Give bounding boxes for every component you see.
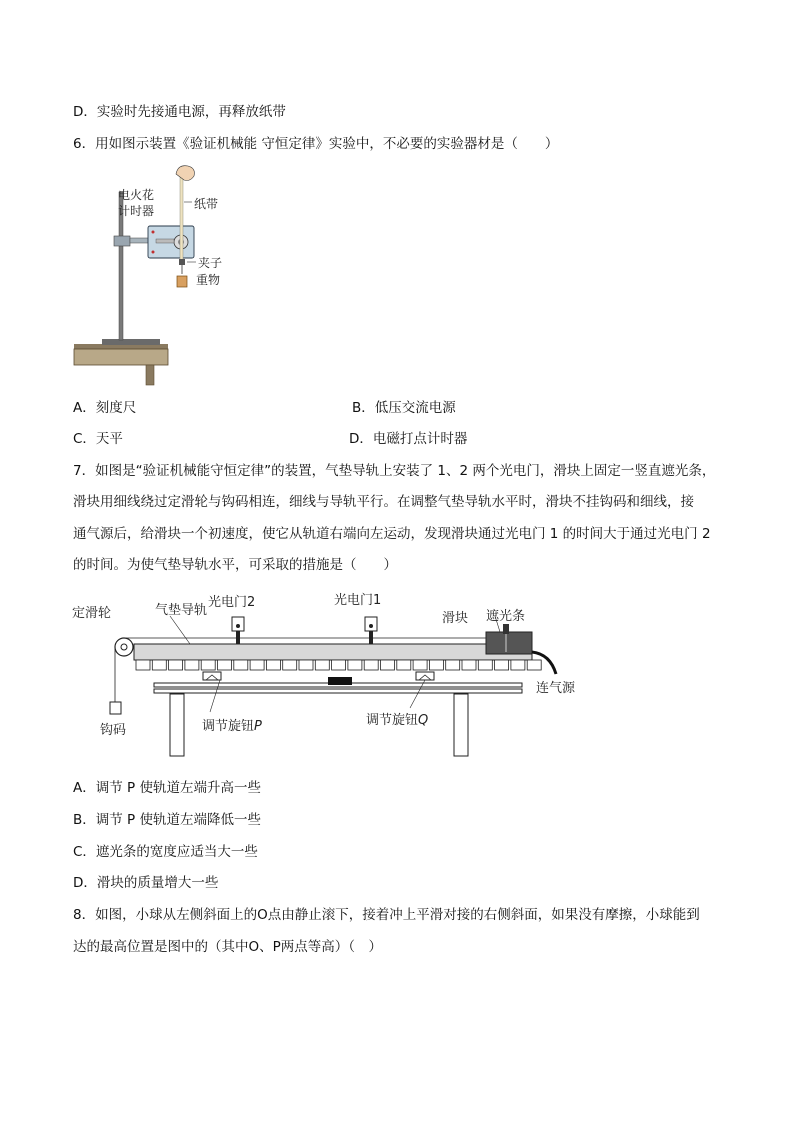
table-leg-right xyxy=(454,694,468,756)
hook-weight xyxy=(110,702,121,714)
track-tooth xyxy=(218,660,232,670)
label-timer-2: 计时器 xyxy=(118,204,155,218)
stand-clamp xyxy=(114,236,130,246)
center-block xyxy=(328,677,352,685)
track-tooth xyxy=(315,660,329,670)
q7-option-d: D．滑块的质量增大一些 xyxy=(73,875,219,891)
track-tooth xyxy=(250,660,264,670)
track-tooth xyxy=(234,660,248,670)
paper-tape xyxy=(180,172,183,264)
label-timer-1: 电火花 xyxy=(118,188,155,202)
table-leg-left xyxy=(170,694,184,756)
track-tooth xyxy=(527,660,541,670)
knob-p xyxy=(203,672,221,680)
label-knob-p: 调节旋钮P xyxy=(202,719,262,734)
q7-stem-line4: 的时间。为使气垫导轨水平，可采取的措施是（ ） xyxy=(73,557,397,573)
q7-option-b: B．调节 P 使轨道左端降低一些 xyxy=(73,812,261,828)
q7-stem-line1: 7．如图是“验证机械能守恒定律”的装置，气垫导轨上安装了 1、2 两个光电门，滑块上固定一竖直遮光条， xyxy=(73,463,716,479)
track-tooth xyxy=(478,660,492,670)
track-tooth xyxy=(381,660,395,670)
label-knob-q: 调节旋钮Q xyxy=(366,713,429,728)
q6-option-c: C．天平 xyxy=(73,431,123,447)
label-air: 连气源 xyxy=(536,681,576,696)
track-tooth xyxy=(495,660,509,670)
q8-stem-line1: 8．如图，小球从左侧斜面上的O点由静止滚下，接着冲上平滑对接的右侧斜面，如果没有摩擦，小球能到 xyxy=(73,907,700,923)
shading-strip xyxy=(503,624,509,634)
label-gate-2: 光电门2 xyxy=(208,595,256,610)
track-tooth xyxy=(429,660,443,670)
track-tooth xyxy=(364,660,378,670)
label-weight: 重物 xyxy=(196,273,221,287)
track-tooth xyxy=(462,660,476,670)
clip xyxy=(179,259,185,265)
track-tooth xyxy=(299,660,313,670)
track-tooth xyxy=(446,660,460,670)
track-tooth xyxy=(413,660,427,670)
track-tooth xyxy=(511,660,525,670)
label-track: 气垫导轨 xyxy=(155,603,208,618)
weight xyxy=(177,276,187,287)
hand xyxy=(176,166,194,181)
q7-stem-line2: 滑块用细线绕过定滑轮与钩码相连，细线与导轨平行。在调整气垫导轨水平时，滑块不挂钩码和细线，接 xyxy=(73,494,694,510)
track-tooth xyxy=(397,660,411,670)
track-teeth xyxy=(136,660,541,670)
q8-stem-line2: 达的最高位置是图中的（其中O、P两点等高）（ ） xyxy=(73,939,383,955)
track-tooth xyxy=(169,660,183,670)
table-leg xyxy=(146,365,154,385)
track-tooth xyxy=(283,660,297,670)
q6-option-a: A．刻度尺 xyxy=(73,400,137,416)
track-tooth xyxy=(136,660,150,670)
label-clip: 夹子 xyxy=(198,256,223,270)
slider-block xyxy=(486,632,532,654)
stand-base xyxy=(102,339,160,345)
label-slider: 滑块 xyxy=(442,611,469,626)
label-pulley: 定滑轮 xyxy=(72,606,112,621)
q6-figure xyxy=(72,162,247,388)
q6-option-d: D．电磁打点计时器 xyxy=(349,431,468,447)
air-track xyxy=(134,644,532,660)
track-tooth xyxy=(185,660,199,670)
q7-option-c: C．遮光条的宽度应适当大一些 xyxy=(73,844,258,860)
q7-figure xyxy=(70,588,610,758)
table-front xyxy=(74,349,168,365)
q5-option-d: D．实验时先接通电源，再释放纸带 xyxy=(73,104,286,120)
label-tape: 纸带 xyxy=(194,197,219,211)
knob-q xyxy=(416,672,434,680)
q7-option-a: A．调节 P 使轨道左端升高一些 xyxy=(73,780,261,796)
q6-stem: 6．用如图示装置《验证机械能 守恒定律》实验中，不必要的实验器材是（ ） xyxy=(73,136,559,152)
label-hook: 钩码 xyxy=(100,723,127,738)
label-shade: 遮光条 xyxy=(486,609,526,624)
q7-stem-line3: 通气源后，给滑块一个初速度，使它从轨道右端向左运动，发现滑块通过光电门 1 的时间大于通过光电门 2 xyxy=(73,526,711,542)
label-gate-1: 光电门1 xyxy=(334,593,382,608)
track-tooth xyxy=(332,660,346,670)
track-tooth xyxy=(152,660,166,670)
q6-option-b: B．低压交流电源 xyxy=(352,400,456,416)
track-tooth xyxy=(348,660,362,670)
track-tooth xyxy=(266,660,280,670)
track-tooth xyxy=(201,660,215,670)
